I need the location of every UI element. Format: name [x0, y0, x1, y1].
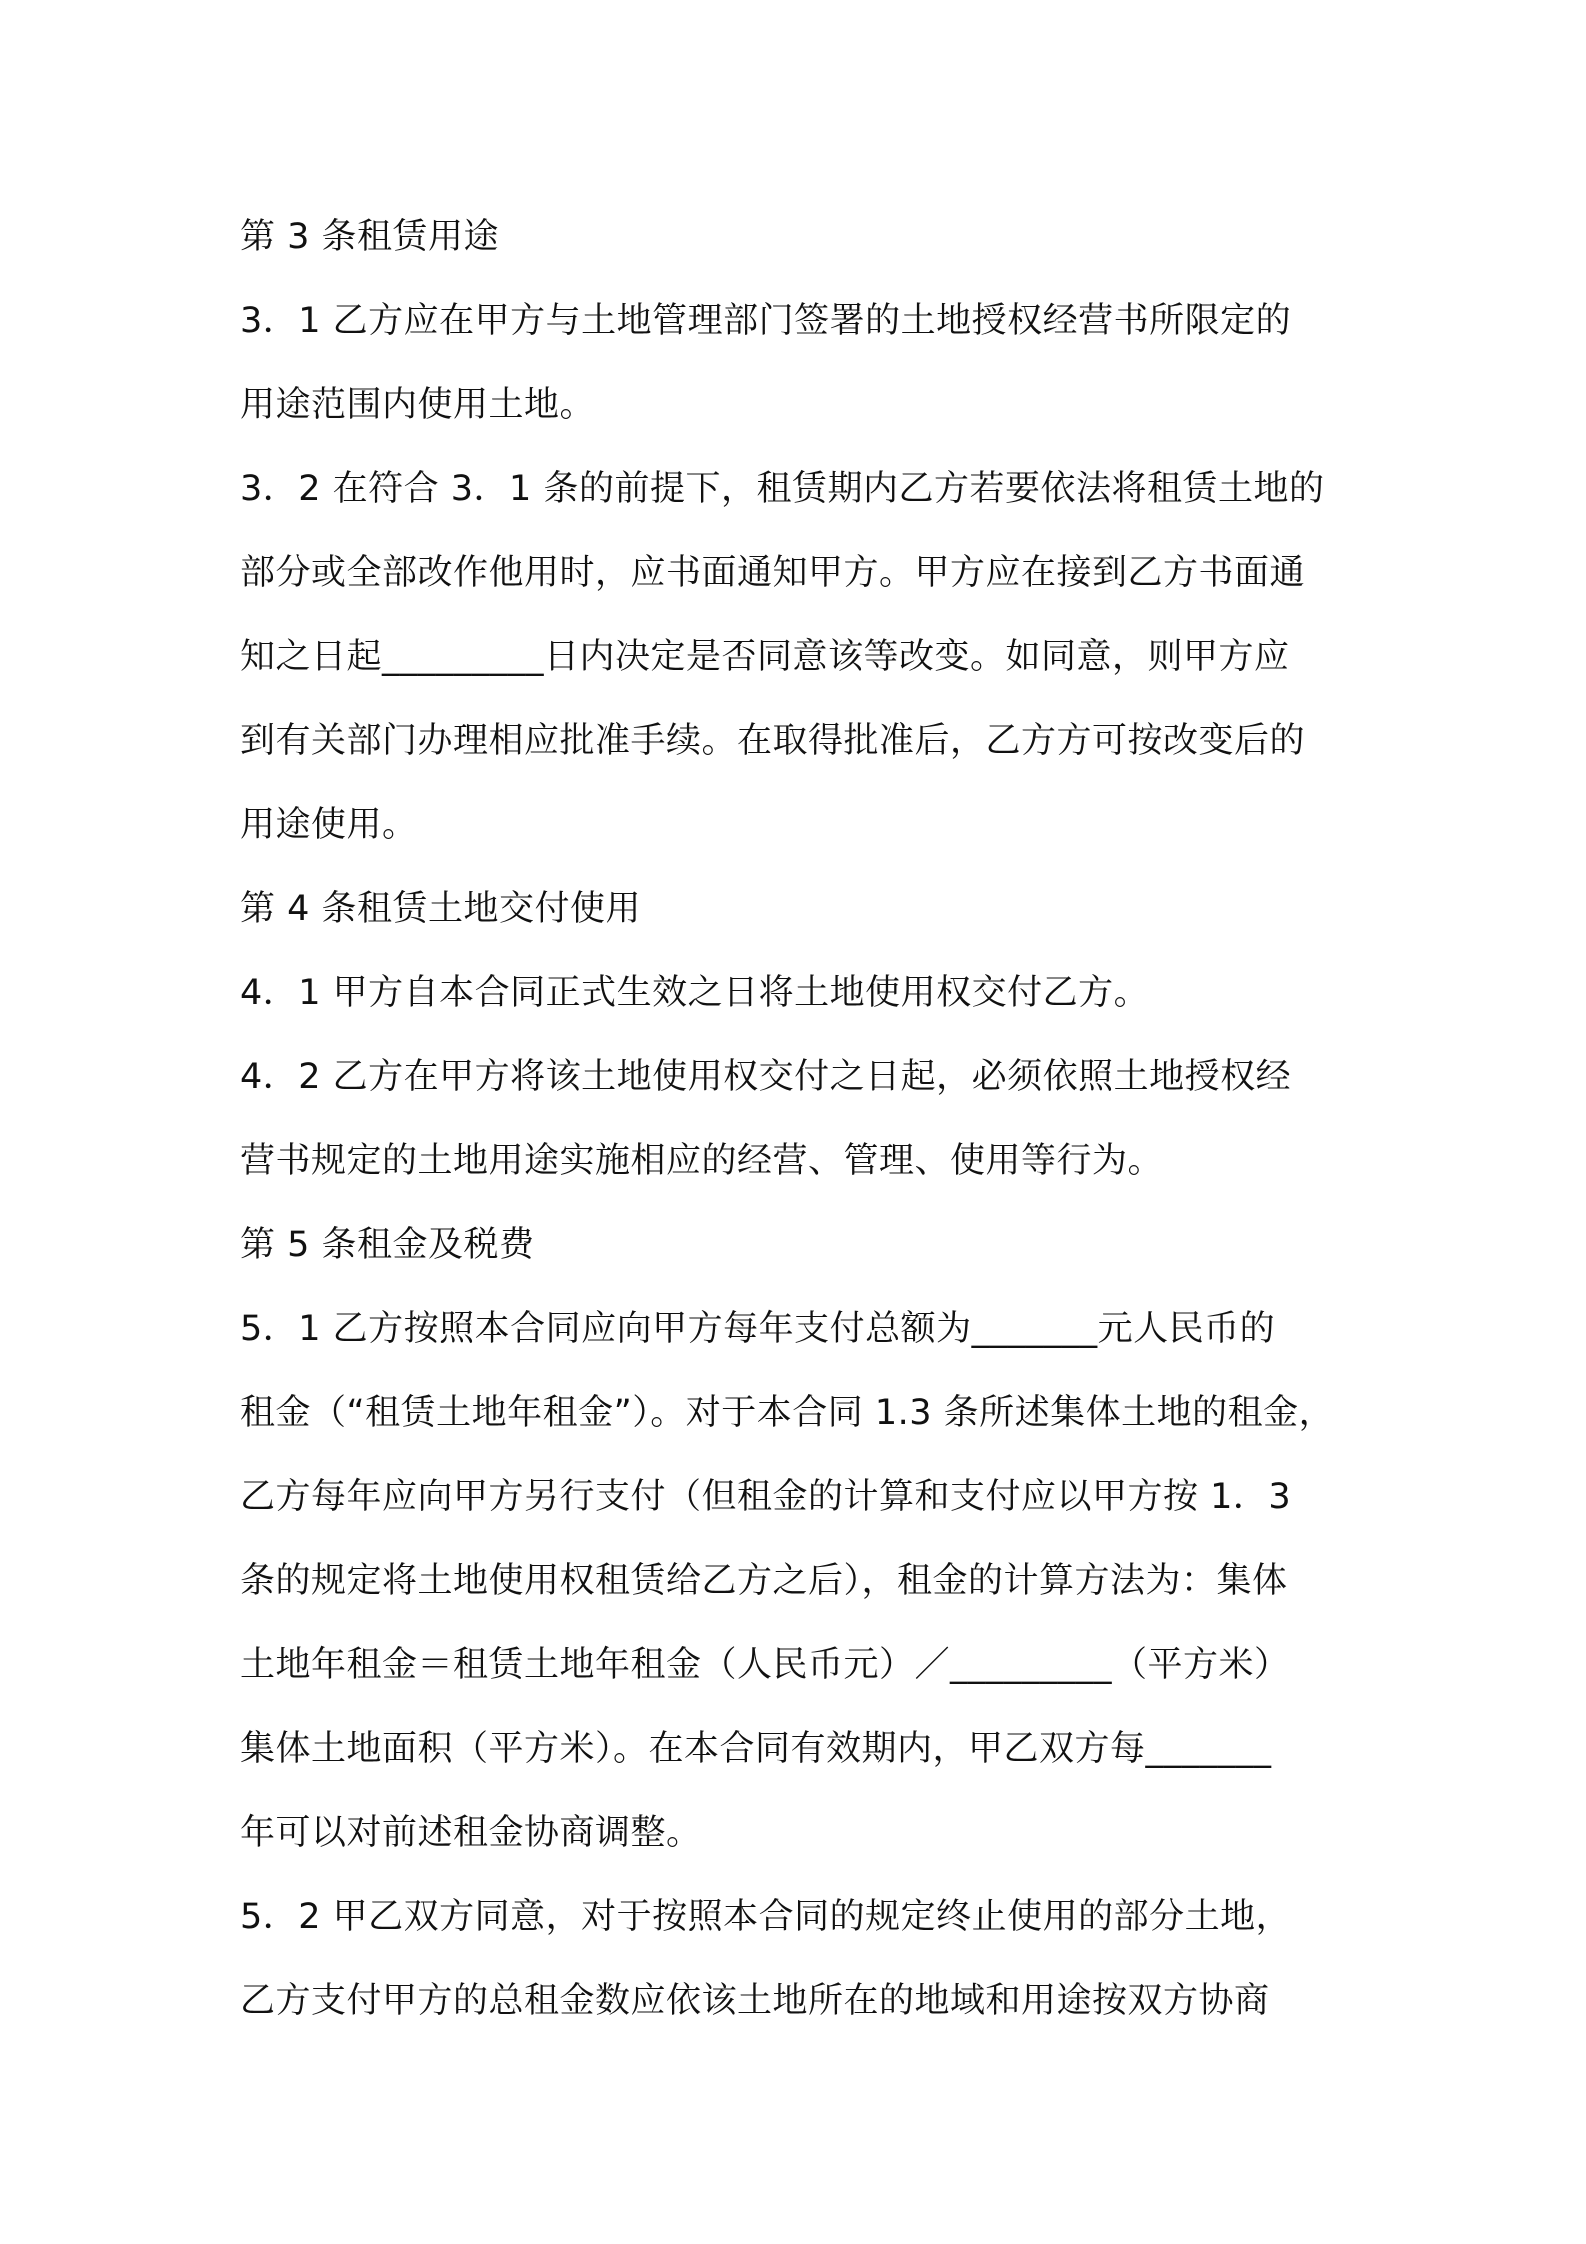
clause-3-2-line-5: 用途使用。: [240, 805, 418, 845]
clause-4-2-line-2: 营书规定的土地用途实施相应的经营、管理、使用等行为。: [240, 1141, 1164, 1181]
clause-4-2-line-1: 4．2 乙方在甲方将该土地使用权交付之日起，必须依照土地授权经: [240, 1057, 1292, 1097]
clause-5-2-line-1: 5．2 甲乙双方同意，对于按照本合同的规定终止使用的部分土地，: [240, 1897, 1292, 1937]
article-4-heading: 第 4 条租赁土地交付使用: [240, 889, 642, 929]
clause-5-1-line-2: 租金（“租赁土地年租金”）。对于本合同 1.3 条所述集体土地的租金，: [240, 1393, 1335, 1433]
clause-4-1-line-1: 4．1 甲方自本合同正式生效之日将土地使用权交付乙方。: [240, 973, 1150, 1013]
clause-3-2-line-4: 到有关部门办理相应批准手续。在取得批准后，乙方方可按改变后的: [240, 721, 1306, 761]
article-3-heading: 第 3 条租赁用途: [240, 217, 500, 257]
clause-5-1-line-3: 乙方每年应向甲方另行支付（但租金的计算和支付应以甲方按 1．3: [240, 1477, 1292, 1517]
clause-3-2-line-2: 部分或全部改作他用时，应书面通知甲方。甲方应在接到乙方书面通: [240, 553, 1306, 593]
clause-3-1-line-2: 用途范围内使用土地。: [240, 385, 596, 425]
clause-5-1-line-1: 5．1 乙方按照本合同应向甲方每年支付总额为_______元人民币的: [240, 1309, 1276, 1349]
document-body: [240, 195, 1360, 2043]
clause-5-1-line-4: 条的规定将土地使用权租赁给乙方之后），租金的计算方法为：集体: [240, 1561, 1288, 1601]
clause-5-1-line-6: 集体土地面积（平方米）。在本合同有效期内，甲乙双方每_______: [240, 1729, 1272, 1769]
clause-3-2-line-3: 知之日起_________日内决定是否同意该等改变。如同意，则甲方应: [240, 637, 1290, 677]
clause-5-2-line-2: 乙方支付甲方的总租金数应依该土地所在的地域和用途按双方协商: [240, 1981, 1270, 2021]
clause-5-1-line-7: 年可以对前述租金协商调整。: [240, 1813, 702, 1853]
clause-3-2-line-1: 3．2 在符合 3．1 条的前提下，租赁期内乙方若要依法将租赁土地的: [240, 469, 1325, 509]
clause-3-1-line-1: 3．1 乙方应在甲方与土地管理部门签署的土地授权经营书所限定的: [240, 301, 1292, 341]
article-5-heading: 第 5 条租金及税费: [240, 1225, 535, 1265]
clause-5-1-line-5: 土地年租金＝租赁土地年租金（人民币元）／_________（平方米）: [240, 1645, 1290, 1685]
